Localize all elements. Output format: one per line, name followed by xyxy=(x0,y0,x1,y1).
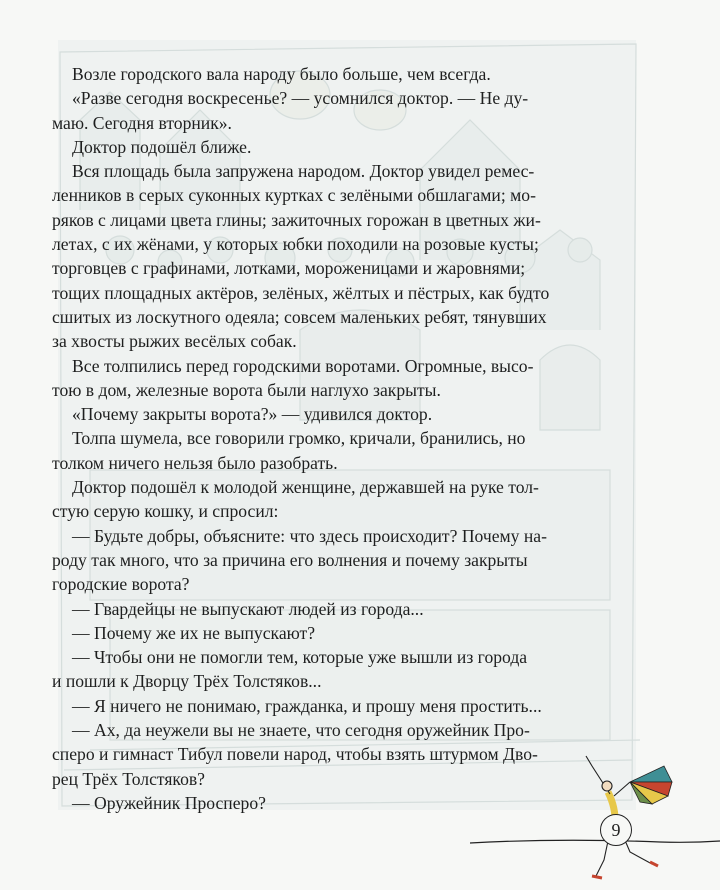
text-line: тощих площадных актёров, зелёных, жёлтых и пёстрых, как будто xyxy=(52,282,550,303)
text-line: сперо и гимнаст Тибул повели народ, чтобы взять штурмом Дво- xyxy=(52,744,538,765)
text-line: сшитых из лоскутного одеяла; совсем маленьких ребят, тянувших xyxy=(52,306,547,327)
text-line: тою в дом, железные ворота были наглухо закрыты. xyxy=(52,379,441,400)
text-line: ленников в серых суконных куртках с зелёными обшлагами; мо- xyxy=(52,185,536,206)
text-line: Доктор подошёл к молодой женщине, державшей на руке тол- xyxy=(72,477,539,498)
text-line: Возле городского вала народу было больше, чем всегда. xyxy=(72,64,491,84)
text-line: «Разве сегодня воскресенье? — усомнился доктор. — Не ду- xyxy=(72,88,529,109)
text-line: стую серую кошку, и спросил: xyxy=(52,501,279,522)
text-line: ряков с лицами цвета глины; зажиточных горожан в цветных жи- xyxy=(52,209,541,230)
page-number: 9 xyxy=(600,814,632,846)
text-line: — Чтобы они не помогли тем, которые уже вышли из города xyxy=(72,647,528,668)
text-line: толком ничего нельзя было разобрать. xyxy=(52,452,338,473)
text-line: — Гвардейцы не выпускают людей из города... xyxy=(72,598,424,619)
text-line: — Почему же их не выпускают? xyxy=(72,622,316,643)
text-line: роду так много, что за причина его волнения и почему закрыты xyxy=(52,549,528,570)
text-line: за хвосты рыжих весёлых собак. xyxy=(52,331,297,352)
text-line: городские ворота? xyxy=(52,574,190,595)
text-line: «Почему закрыты ворота?» — удивился доктор. xyxy=(72,404,433,425)
text-line: — Будьте добры, объясните: что здесь происходит? Почему на- xyxy=(72,525,547,546)
text-line: и пошли к Дворцу Трёх Толстяков... xyxy=(52,671,322,692)
text-line: маю. Сегодня вторник». xyxy=(52,112,232,133)
text-line: Доктор подошёл ближе. xyxy=(72,136,252,157)
story-text xyxy=(52,62,650,815)
text-line: торговцев с графинами, лотками, мороженицами и жаровнями; xyxy=(52,258,526,279)
text-line: Толпа шумела, все говорили громко, кричали, бранились, но xyxy=(72,428,526,449)
text-line: Вся площадь была запружена народом. Доктор увидел ремес- xyxy=(72,161,535,182)
text-line: летах, с их жёнами, у которых юбки походили на розовые кусты; xyxy=(52,234,539,255)
text-line: — Оружейник Просперо? xyxy=(72,792,266,813)
text-line: рец Трёх Толстяков? xyxy=(52,768,205,789)
text-line: — Ах, да неужели вы не знаете, что сегодня оружейник Про- xyxy=(72,720,530,741)
text-line: — Я ничего не понимаю, гражданка, и прошу меня простить... xyxy=(72,695,542,716)
text-line: Все толпились перед городскими воротами. Огромные, высо- xyxy=(72,355,534,376)
